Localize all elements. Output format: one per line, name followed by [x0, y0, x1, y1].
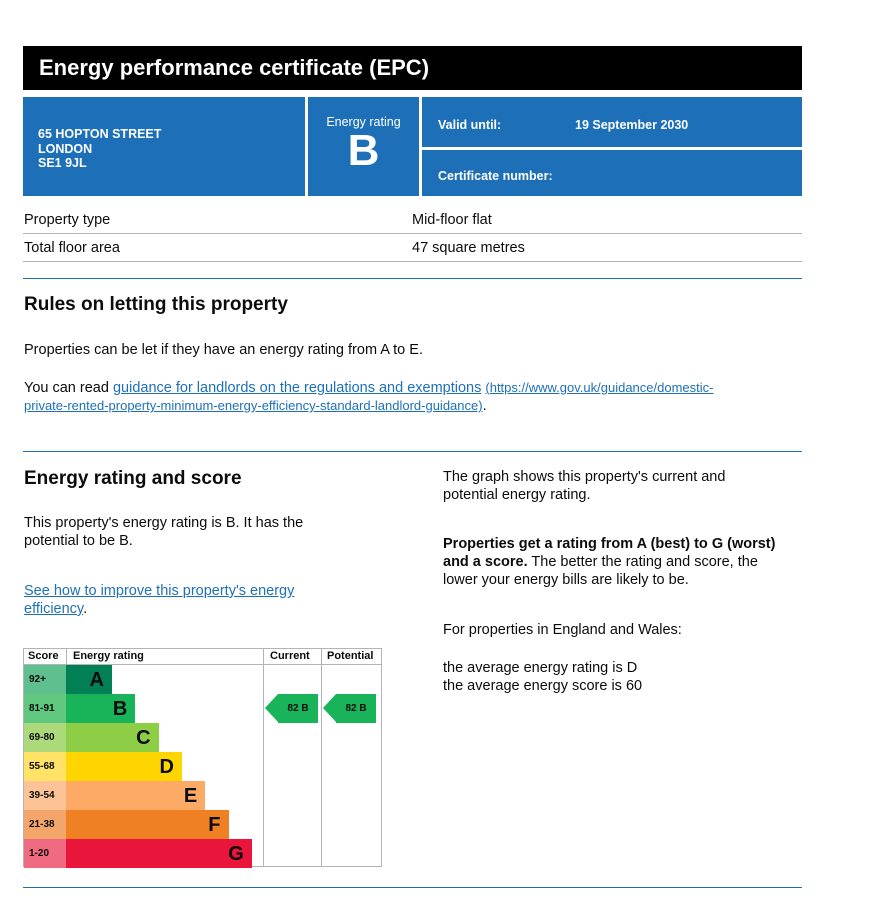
certificate-number-box — [422, 150, 802, 196]
address-line-3: SE1 9JL — [38, 156, 87, 170]
band-bar-d: D — [66, 752, 182, 781]
band-bar-a: A — [66, 665, 112, 694]
band-score-b: 81-91 — [24, 694, 66, 723]
chart-column-divider — [321, 649, 322, 866]
rating-explanation-bold-2: and a score. — [443, 554, 528, 570]
address-line-2: LONDON — [38, 141, 93, 156]
chart-column-divider — [66, 649, 67, 664]
address-box — [23, 97, 305, 196]
average-score: the average energy score is 60 — [443, 678, 643, 694]
floor-area-row — [23, 234, 802, 262]
letting-heading: Rules on letting this property — [24, 294, 288, 315]
property-type-value: Mid-floor flat — [412, 212, 492, 228]
address-line-1: 65 HOPTON STREET — [38, 127, 162, 141]
band-score-c: 69-80 — [24, 723, 66, 752]
band-bar-e: E — [66, 781, 205, 810]
graph-explanation-line-1: The graph shows this property's current and — [443, 469, 726, 485]
chart-header-current: Current — [270, 650, 310, 662]
chart-column-divider — [263, 649, 264, 866]
epc-rating-chart: Score Energy rating Current Potential 92+ A 81-91 B 69-80 C 55-68 D 39-54 E 21-38 F 1-20 G 82 B 82 B — [23, 648, 382, 867]
energy-rating-value: B — [347, 126, 380, 175]
page-title: Energy performance certificate (EPC) — [23, 46, 802, 90]
graph-explanation — [443, 468, 725, 504]
guidance-link[interactable]: guidance for landlords on the regulations and exemptions — [112, 380, 482, 396]
guidance-url-line-2[interactable]: private-rented-property-minimum-energy-efficiency-standard-landlord-guidance) — [24, 398, 483, 413]
floor-area-label: Total floor area — [24, 240, 120, 256]
band-score-e: 39-54 — [24, 781, 66, 810]
valid-until-box — [422, 97, 802, 147]
letting-paragraph: Properties can be let if they have an energy rating from A to E. — [24, 342, 423, 358]
certificate-number-label: Certificate number: — [438, 169, 553, 183]
graph-explanation-line-2: potential energy rating. — [443, 487, 591, 503]
floor-area-value: 47 square metres — [412, 240, 525, 256]
guidance-paragraph — [24, 379, 794, 415]
chart-header-potential: Potential — [327, 650, 374, 662]
section-divider — [23, 278, 802, 279]
chart-header-energy-rating: Energy rating — [73, 650, 144, 662]
guidance-suffix: . — [482, 398, 487, 414]
guidance-url-line-1[interactable]: (https://www.gov.uk/guidance/domestic- — [485, 380, 714, 395]
property-type-row — [23, 206, 802, 234]
valid-until-value: 19 September 2030 — [575, 118, 689, 132]
rating-summary-line-2: potential to be B. — [24, 533, 133, 549]
energy-rating-label: Energy rating — [326, 115, 401, 129]
improve-link-line-2[interactable]: efficiency — [24, 601, 84, 617]
energy-rating-box — [308, 97, 419, 196]
band-score-d: 55-68 — [24, 752, 66, 781]
band-score-g: 1-20 — [24, 839, 66, 868]
section-divider — [23, 887, 802, 888]
region-text: For properties in England and Wales: — [443, 622, 682, 638]
improve-paragraph — [24, 582, 294, 618]
band-bar-c: C — [66, 723, 159, 752]
rating-summary-line-1: This property's energy rating is B. It has the — [24, 515, 304, 531]
guidance-prefix: You can read — [24, 380, 113, 396]
rating-explanation-text-2: The better the rating and score, the — [527, 554, 758, 570]
property-type-label: Property type — [24, 212, 111, 228]
improve-suffix: . — [83, 601, 88, 617]
chart-header-score: Score — [28, 650, 59, 662]
rating-explanation — [443, 535, 775, 589]
band-bar-f: F — [66, 810, 229, 839]
band-bar-g: G — [66, 839, 252, 868]
section-divider — [23, 451, 802, 452]
band-score-f: 21-38 — [24, 810, 66, 839]
average-rating: the average energy rating is D — [443, 660, 638, 676]
improve-link-line-1[interactable]: See how to improve this property's energy — [24, 583, 295, 599]
rating-explanation-bold-1: Properties get a rating from A (best) to G (worst) — [443, 536, 776, 552]
energy-score-heading: Energy rating and score — [24, 468, 242, 489]
band-bar-b: B — [66, 694, 135, 723]
rating-summary — [24, 514, 303, 550]
valid-until-label: Valid until: — [438, 118, 502, 132]
rating-explanation-text-3: lower your energy bills are likely to be. — [443, 572, 689, 588]
band-score-a: 92+ — [24, 665, 66, 694]
averages — [443, 659, 642, 695]
